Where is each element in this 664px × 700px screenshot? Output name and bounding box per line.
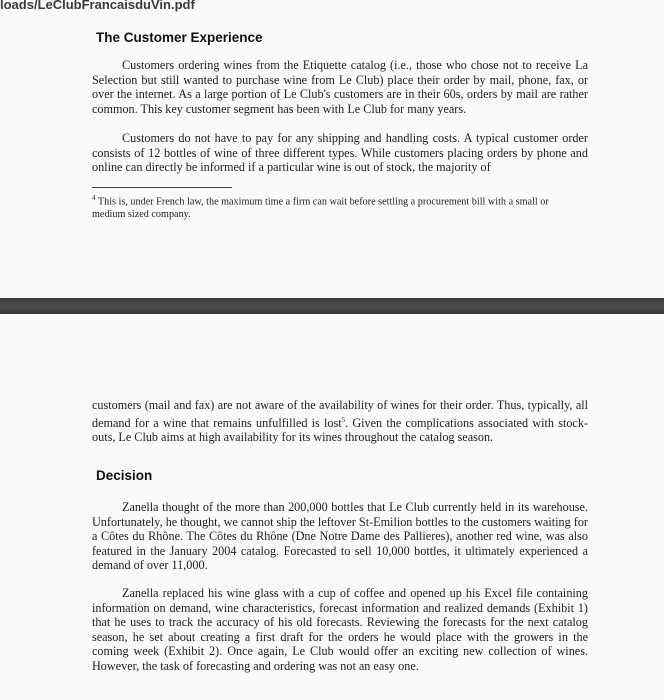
- page-gap: [0, 298, 664, 314]
- paragraph-continuation: [92, 398, 588, 445]
- footnote-marker: 4: [92, 194, 96, 202]
- continuation-text-a: customers (mail and fax) are not aware of the availability of wines for their order. Thus, typically, all demand for a wine that remains unfulfilled is lost: [92, 398, 588, 430]
- file-path-title: loads/LeClubFrancaisduVin.pdf: [0, 0, 195, 12]
- pdf-page-top: [0, 0, 664, 298]
- paragraph-shipping: Customers do not have to pay for any shipping and handling costs. A typical customer order consists of 12 bottles of wine of three different types. While customers placing orders by phone and online can directly be informed if a particular wine is out of stock, the majority of: [92, 131, 588, 174]
- paragraph-warehouse: Zanella thought of the more than 200,000 bottles that Le Club currently held in its warehouse. Unfortunately, he thought, we cannot ship the leftover St-Emilion bottles to the customers waiting for a Côtes du Rhône. The Côtes du Rhône (Dne Notre Dame des Pallieres), another red wine, was also featured in the January 2004 catalog. Forecasted to sell 10,000 bottles, it ultimately experienced a demand of over 11,000.: [92, 500, 588, 572]
- section-heading-decision: Decision: [96, 468, 153, 483]
- footnote-text: This is, under French law, the maximum time a firm can wait before settling a procurement bill with a small or medium sized company.: [92, 196, 549, 221]
- footnote-divider: [92, 187, 232, 188]
- section-heading-customer-experience: The Customer Experience: [96, 30, 263, 45]
- pdf-page-bottom: [0, 314, 664, 700]
- footnote: [92, 192, 572, 221]
- footnote-reference: 5: [341, 415, 346, 424]
- paragraph-excel: Zanella replaced his wine glass with a cup of coffee and opened up his Excel file containing information on demand, wine characteristics, forecast information and realized demands (Exhibit 1) that he uses to track the accuracy of his old forecasts. Reviewing the forecasts for the next catalog season, he set about creating a first draft for the orders he would place with the growers in the coming week (Exhibit 2). Once again, Le Club would offer an exciting new collection of wines. However, the task of forecasting and ordering was not an easy one.: [92, 586, 588, 673]
- continuation-text-b: . Given the complications associated with stock-outs, Le Club aims at high availability for its wines throughout the catalog season.: [92, 415, 588, 445]
- paragraph-ordering: Customers ordering wines from the Etiquette catalog (i.e., those who chose not to receive La Selection but still wanted to purchase wine from Le Club) place their order by mail, phone, fax, or over the internet. As a large portion of Le Club's customers are in their 60s, orders by mail are rather common. This key customer segment has been with Le Club for many years.: [92, 58, 588, 116]
